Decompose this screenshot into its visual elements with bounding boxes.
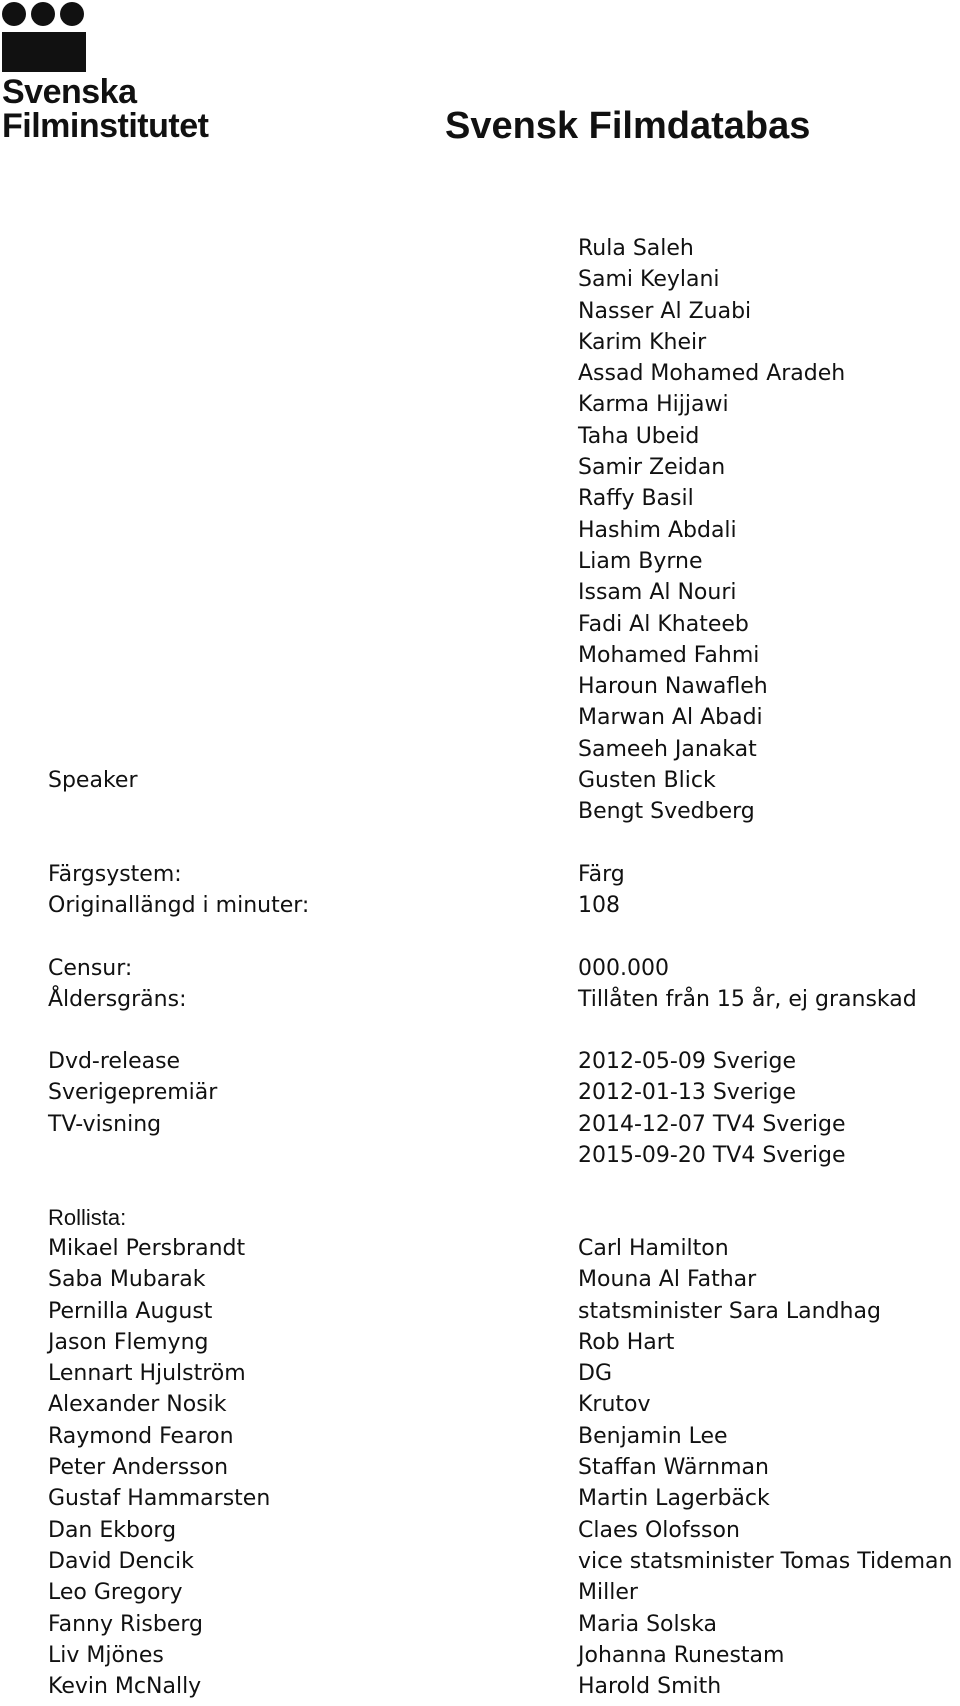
speaker-name: Liam Byrne	[578, 548, 703, 574]
role-name: Martin Lagerbäck	[578, 1486, 770, 1512]
tv-visning-label: TV-visning	[48, 1111, 162, 1137]
speaker-name: Haroun Nawafleh	[578, 674, 768, 700]
speaker-name: Gusten Blick	[578, 768, 716, 794]
aldersgrans-label: Åldersgräns:	[48, 987, 187, 1012]
actor-name: Alexander Nosik	[48, 1392, 227, 1418]
fargsystem-value: Färg	[578, 862, 625, 887]
actor-name: Leo Gregory	[48, 1580, 183, 1606]
originallangd-value: 108	[578, 893, 620, 918]
actor-name: Jason Flemyng	[48, 1329, 209, 1355]
role-name: Maria Solska	[578, 1611, 717, 1637]
role-name: Claes Olofsson	[578, 1517, 740, 1543]
page-title: Svensk Filmdatabas	[445, 105, 811, 147]
release-labels	[48, 1046, 217, 1140]
role-name: Harold Smith	[578, 1674, 722, 1700]
role-name: Carl Hamilton	[578, 1236, 729, 1261]
speaker-name: Nasser Al Zuabi	[578, 298, 752, 324]
role-name: Johanna Runestam	[578, 1642, 785, 1668]
role-list	[578, 1233, 952, 1702]
speaker-name: Assad Mohamed Aradeh	[578, 361, 846, 387]
actor-name: Kevin McNally	[48, 1674, 202, 1700]
speaker-name: Hashim Abdali	[578, 517, 737, 543]
actor-name: Mikael Persbrandt	[48, 1236, 246, 1261]
originallangd-label: Originallängd i minuter:	[48, 893, 310, 918]
speaker-name: Karim Kheir	[578, 329, 707, 355]
actor-name: Saba Mubarak	[48, 1267, 206, 1293]
role-name: Mouna Al Fathar	[578, 1267, 757, 1293]
speaker-name-list	[578, 233, 845, 828]
actor-name: Lennart Hjulström	[48, 1361, 246, 1387]
actor-name: Pernilla August	[48, 1298, 213, 1324]
sverigepremiar-label: Sverigepremiär	[48, 1080, 218, 1106]
release-date: 2012-05-09 Sverige	[578, 1049, 797, 1074]
fargsystem-label: Färgsystem:	[48, 862, 182, 887]
role-name: Staffan Wärnman	[578, 1455, 769, 1481]
role-name: Miller	[578, 1580, 638, 1606]
rollista-heading: Rollista:	[48, 1205, 127, 1230]
censur-label: Censur:	[48, 956, 133, 981]
logo-text-line-1: Svenska	[2, 73, 137, 111]
role-name: DG	[578, 1361, 612, 1387]
actor-name: Fanny Risberg	[48, 1611, 203, 1637]
svenska-filminstitutet-logo	[2, 2, 228, 145]
speaker-name: Raffy Basil	[578, 486, 694, 512]
release-date: 2015-09-20 TV4 Sverige	[578, 1142, 846, 1168]
censur-value: 000.000	[578, 956, 669, 981]
actor-name: Liv Mjönes	[48, 1642, 164, 1668]
speaker-name: Fadi Al Khateeb	[578, 611, 749, 637]
actor-list	[48, 1233, 270, 1702]
speaker-name: Mohamed Fahmi	[578, 642, 760, 668]
actor-name: Dan Ekborg	[48, 1517, 177, 1543]
release-date: 2012-01-13 Sverige	[578, 1080, 797, 1106]
actor-name: David Dencik	[48, 1548, 194, 1574]
speaker-name: Rula Saleh	[578, 236, 694, 261]
speaker-name: Marwan Al Abadi	[578, 705, 763, 731]
aldersgrans-value: Tillåten från 15 år, ej granskad	[578, 987, 917, 1012]
role-name: Rob Hart	[578, 1329, 675, 1355]
dvd-release-label: Dvd-release	[48, 1049, 181, 1074]
speaker-name: Samir Zeidan	[578, 455, 726, 481]
role-name: vice statsminister Tomas Tideman	[578, 1548, 953, 1574]
speaker-name: Bengt Svedberg	[578, 799, 755, 825]
speaker-name: Karma Hijjawi	[578, 392, 729, 418]
speaker-label: Speaker	[48, 768, 138, 793]
logo-text-line-2: Filminstitutet	[2, 107, 209, 145]
logo-dot	[60, 2, 84, 26]
logo-dot	[31, 2, 55, 26]
speaker-name: Sameeh Janakat	[578, 736, 757, 762]
speaker-name: Taha Ubeid	[578, 423, 700, 449]
role-name: Krutov	[578, 1392, 651, 1418]
role-name: statsminister Sara Landhag	[578, 1298, 881, 1324]
release-date: 2014-12-07 TV4 Sverige	[578, 1111, 846, 1137]
logo-dot	[2, 2, 26, 26]
actor-name: Gustaf Hammarsten	[48, 1486, 271, 1512]
speaker-name: Issam Al Nouri	[578, 580, 737, 606]
release-date-list	[578, 1046, 846, 1171]
logo-block	[2, 32, 86, 72]
role-name: Benjamin Lee	[578, 1423, 728, 1449]
speaker-name: Sami Keylani	[578, 267, 720, 293]
actor-name: Peter Andersson	[48, 1455, 229, 1481]
actor-name: Raymond Fearon	[48, 1423, 234, 1449]
